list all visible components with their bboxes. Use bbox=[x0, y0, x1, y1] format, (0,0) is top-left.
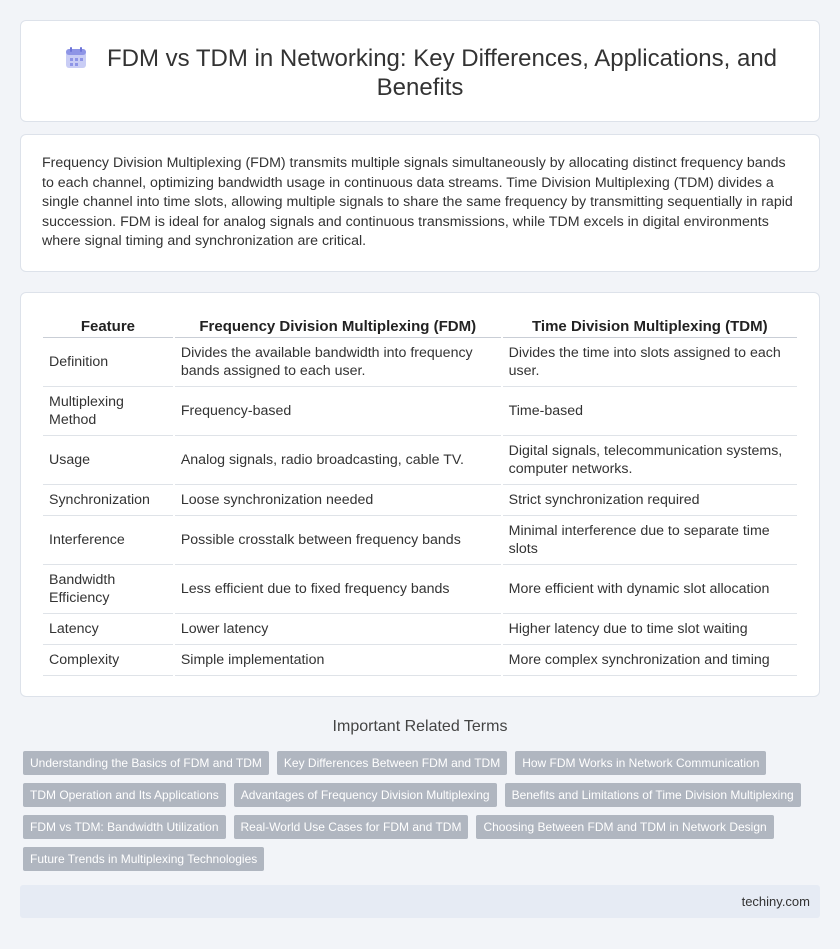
fdm-cell: Simple implementation bbox=[175, 645, 501, 676]
tdm-cell: Time-based bbox=[503, 387, 797, 436]
fdm-cell: Divides the available bandwidth into frequency bands assigned to each user. bbox=[175, 338, 501, 387]
table-header-row bbox=[43, 316, 797, 338]
footer-bar bbox=[20, 885, 820, 918]
related-term-link[interactable]: TDM Operation and Its Applications bbox=[23, 783, 226, 807]
related-term-link[interactable]: Choosing Between FDM and TDM in Network Design bbox=[476, 815, 773, 839]
related-terms-heading: Important Related Terms bbox=[332, 718, 508, 735]
feature-cell: Synchronization bbox=[43, 485, 173, 516]
column-header: Feature bbox=[43, 316, 173, 338]
table-row bbox=[43, 485, 797, 516]
related-term-link[interactable]: How FDM Works in Network Communication bbox=[515, 751, 766, 775]
title-card bbox=[20, 20, 820, 122]
tdm-cell: Strict synchronization required bbox=[503, 485, 797, 516]
feature-cell: Complexity bbox=[43, 645, 173, 676]
intro-card bbox=[20, 134, 820, 272]
page-title bbox=[61, 44, 779, 102]
fdm-cell: Less efficient due to fixed frequency bands bbox=[175, 565, 501, 614]
comparison-table bbox=[41, 316, 799, 676]
table-row bbox=[43, 516, 797, 565]
page-title-text: FDM vs TDM in Networking: Key Differences, Applications, and Benefits bbox=[106, 45, 778, 101]
fdm-cell: Frequency-based bbox=[175, 387, 501, 436]
table-row bbox=[43, 614, 797, 645]
fdm-cell: Possible crosstalk between frequency bands bbox=[175, 516, 501, 565]
table-row bbox=[43, 387, 797, 436]
intro-paragraph: Frequency Division Multiplexing (FDM) transmits multiple signals simultaneously by allocating distinct frequency bands to each channel, optimizing bandwidth usage in continuous data streams. Time Division Multiplexing (TDM) divides a single channel into time slots, allowing multiple signals to share the same frequency by transmitting sequentially in rapid succession. FDM is ideal for analog signals and continuous transmissions, while TDM excels in digital environments where signal timing and synchronization are critical. bbox=[42, 155, 793, 249]
feature-cell: Usage bbox=[43, 436, 173, 485]
related-term-link[interactable]: Key Differences Between FDM and TDM bbox=[277, 751, 507, 775]
tdm-cell: Minimal interference due to separate time slots bbox=[503, 516, 797, 565]
tdm-cell: Divides the time into slots assigned to each user. bbox=[503, 338, 797, 387]
related-term-link[interactable]: Understanding the Basics of FDM and TDM bbox=[23, 751, 269, 775]
feature-cell: Latency bbox=[43, 614, 173, 645]
fdm-cell: Loose synchronization needed bbox=[175, 485, 501, 516]
table-row bbox=[43, 436, 797, 485]
tdm-cell: More efficient with dynamic slot allocation bbox=[503, 565, 797, 614]
table-row bbox=[43, 565, 797, 614]
table-row bbox=[43, 338, 797, 387]
column-header: Time Division Multiplexing (TDM) bbox=[503, 316, 797, 338]
related-term-link[interactable]: FDM vs TDM: Bandwidth Utilization bbox=[23, 815, 226, 839]
fdm-cell: Analog signals, radio broadcasting, cable TV. bbox=[175, 436, 501, 485]
comparison-card bbox=[20, 292, 820, 697]
feature-cell: Interference bbox=[43, 516, 173, 565]
table-row bbox=[43, 645, 797, 676]
tdm-cell: Higher latency due to time slot waiting bbox=[503, 614, 797, 645]
tdm-cell: More complex synchronization and timing bbox=[503, 645, 797, 676]
related-term-link[interactable]: Real-World Use Cases for FDM and TDM bbox=[234, 815, 469, 839]
feature-cell: Definition bbox=[43, 338, 173, 387]
related-term-link[interactable]: Benefits and Limitations of Time Division Multiplexing bbox=[505, 783, 801, 807]
feature-cell: Bandwidth Efficiency bbox=[43, 565, 173, 614]
related-term-link[interactable]: Future Trends in Multiplexing Technologies bbox=[23, 847, 264, 871]
related-terms-list bbox=[23, 751, 823, 871]
related-term-link[interactable]: Advantages of Frequency Division Multiplexing bbox=[234, 783, 497, 807]
document-icon bbox=[63, 45, 89, 71]
footer-site-name: techiny.com bbox=[741, 894, 810, 909]
column-header: Frequency Division Multiplexing (FDM) bbox=[175, 316, 501, 338]
tdm-cell: Digital signals, telecommunication systems, computer networks. bbox=[503, 436, 797, 485]
feature-cell: Multiplexing Method bbox=[43, 387, 173, 436]
fdm-cell: Lower latency bbox=[175, 614, 501, 645]
